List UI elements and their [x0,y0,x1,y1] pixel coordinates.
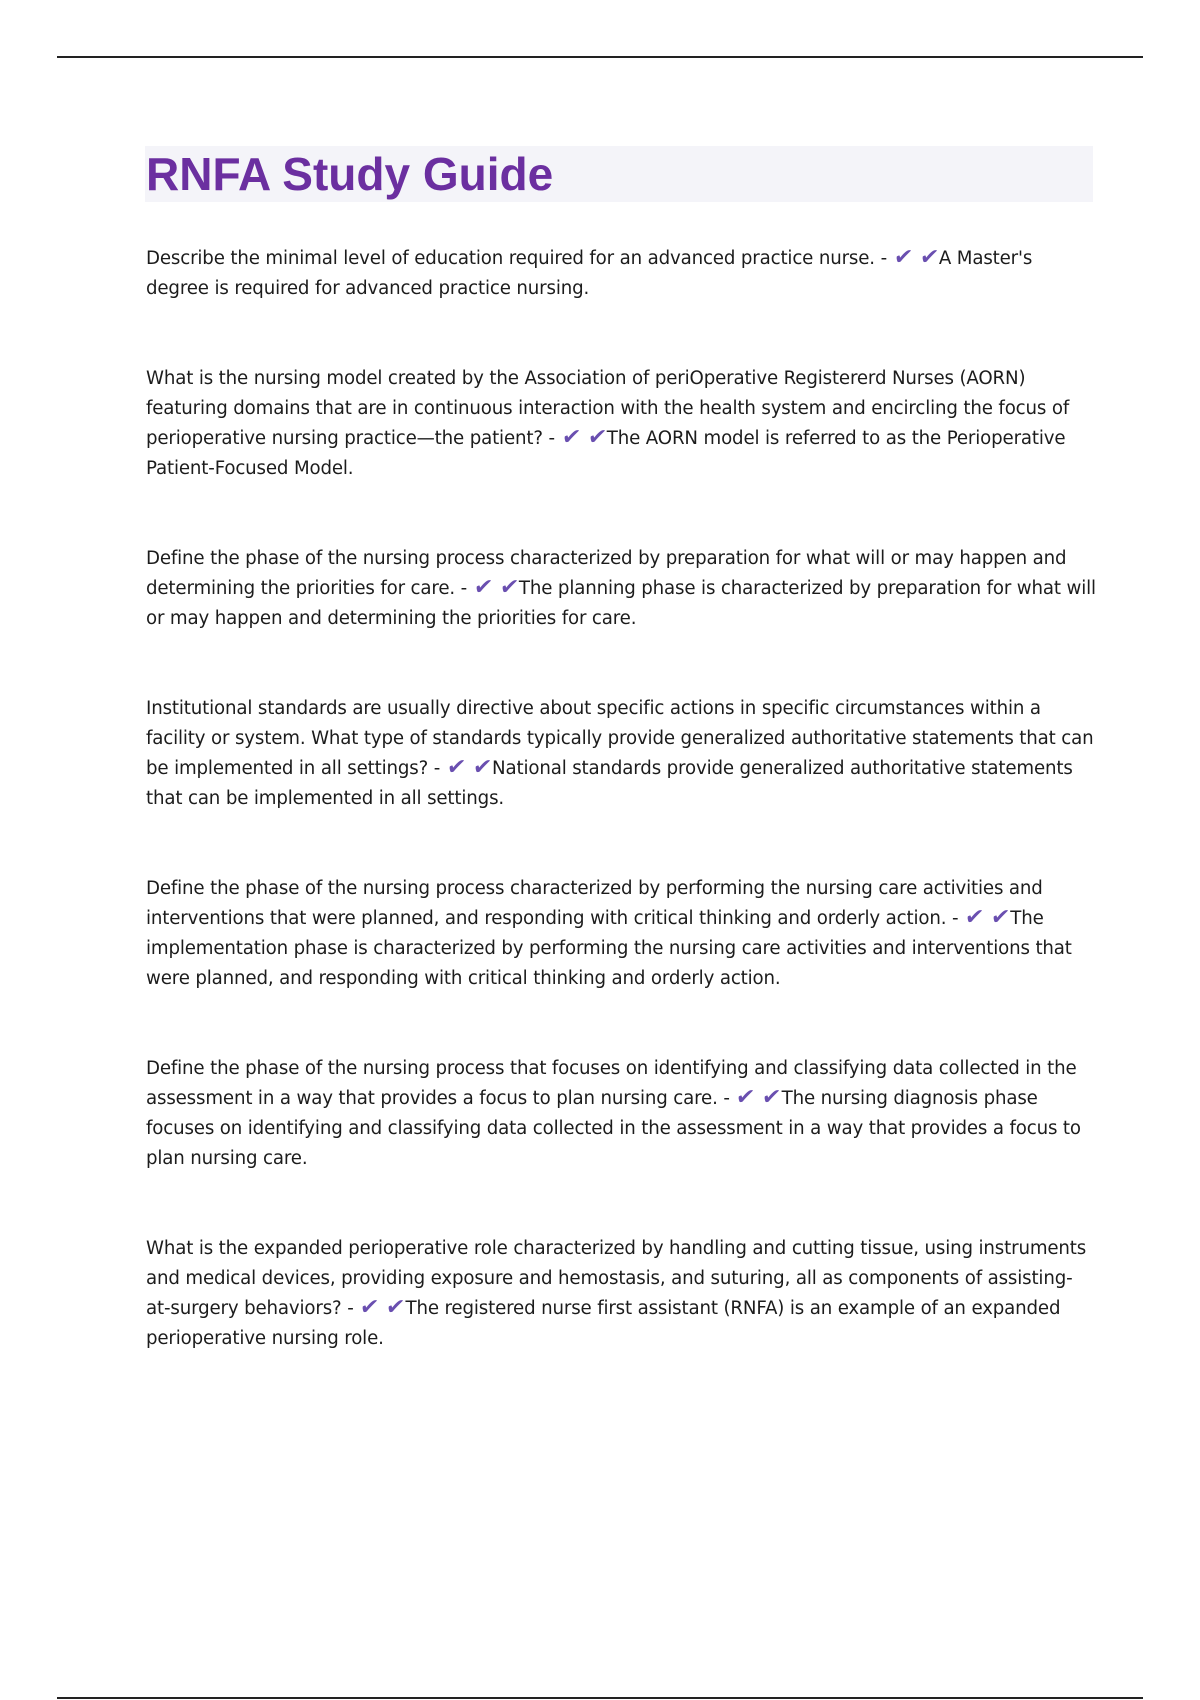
separator: - [717,1088,736,1109]
qa-list [146,244,1096,1414]
qa-item [146,694,1096,814]
separator: - [341,1298,360,1319]
check-icon: ✔ [989,905,1012,930]
question-text: Define the phase of the nursing process that focuses on identifying and classifying data collected in the assessment in a way that provides a focus to plan nursing care. [146,1058,1077,1109]
check-icon: ✔ [497,575,520,600]
qa-item [146,874,1096,994]
check-icon: ✔ [963,905,986,930]
qa-item [146,364,1096,484]
answer-text: The registered nurse first assistant (RNFA) is an example of an expanded perioperative nursing role. [146,1298,1061,1349]
check-icon: ✔ [891,245,914,270]
answer-text: A Master's degree is required for advanced practice nursing. [146,248,1033,299]
qa-item [146,244,1096,304]
question-text: Define the phase of the nursing process characterized by preparation for what will or may happen and determining the priorities for care. [146,548,1067,599]
check-icon: ✔ [384,1295,407,1320]
qa-item [146,1234,1096,1354]
answer-text: The implementation phase is characterized by performing the nursing care activities and interventions that were planned, and responding with critical thinking and orderly action. [146,908,1072,989]
answer-text: The planning phase is characterized by preparation for what will or may happen and determining the priorities for care. [146,578,1096,629]
check-icon: ✔ [585,425,608,450]
check-icon: ✔ [917,245,940,270]
question-text: Define the phase of the nursing process characterized by performing the nursing care activities and interventions that were planned, and responding with critical thinking and orderly action. [146,878,1043,929]
question-text: What is the nursing model created by the Association of periOperative Registererd Nurses (AORN) featuring domains that are in continuous interaction with the health system and encircling the focus of perioperative nursing practice—the patient? [146,368,1070,449]
answer-text: The nursing diagnosis phase focuses on identifying and classifying data collected in the assessment in a way that provides a focus to plan nursing care. [146,1088,1081,1169]
answer-text: The AORN model is referred to as the Perioperative Patient-Focused Model. [146,428,1066,479]
separator: - [946,908,965,929]
qa-item [146,1054,1096,1174]
page-title: RNFA Study Guide [146,148,554,200]
check-icon: ✔ [734,1085,757,1110]
separator: - [428,758,446,779]
separator: - [455,578,473,599]
check-icon: ✔ [445,755,467,780]
question-text: Institutional standards are usually directive about specific actions in specific circumstances within a facility or system. What type of standards typically provide generalized authoritative statements that can be implemented in all settings? [146,698,1094,779]
question-text: What is the expanded perioperative role characterized by handling and cutting tissue, using instruments and medical devices, providing exposure and hemostasis, and suturing, all as components of assisting-at-surgery behaviors? [146,1238,1087,1319]
separator: - [874,248,893,269]
check-icon: ✔ [559,425,582,450]
separator: - [542,428,561,449]
top-rule [57,56,1143,58]
check-icon: ✔ [358,1295,381,1320]
bottom-rule [57,1697,1143,1699]
answer-text: National standards provide generalized authoritative statements that can be implemented in all settings. [146,758,1073,809]
check-icon: ✔ [472,575,494,600]
check-icon: ✔ [471,755,493,780]
qa-item [146,544,1096,634]
check-icon: ✔ [760,1085,783,1110]
question-text: Describe the minimal level of education required for an advanced practice nurse. [146,248,875,269]
